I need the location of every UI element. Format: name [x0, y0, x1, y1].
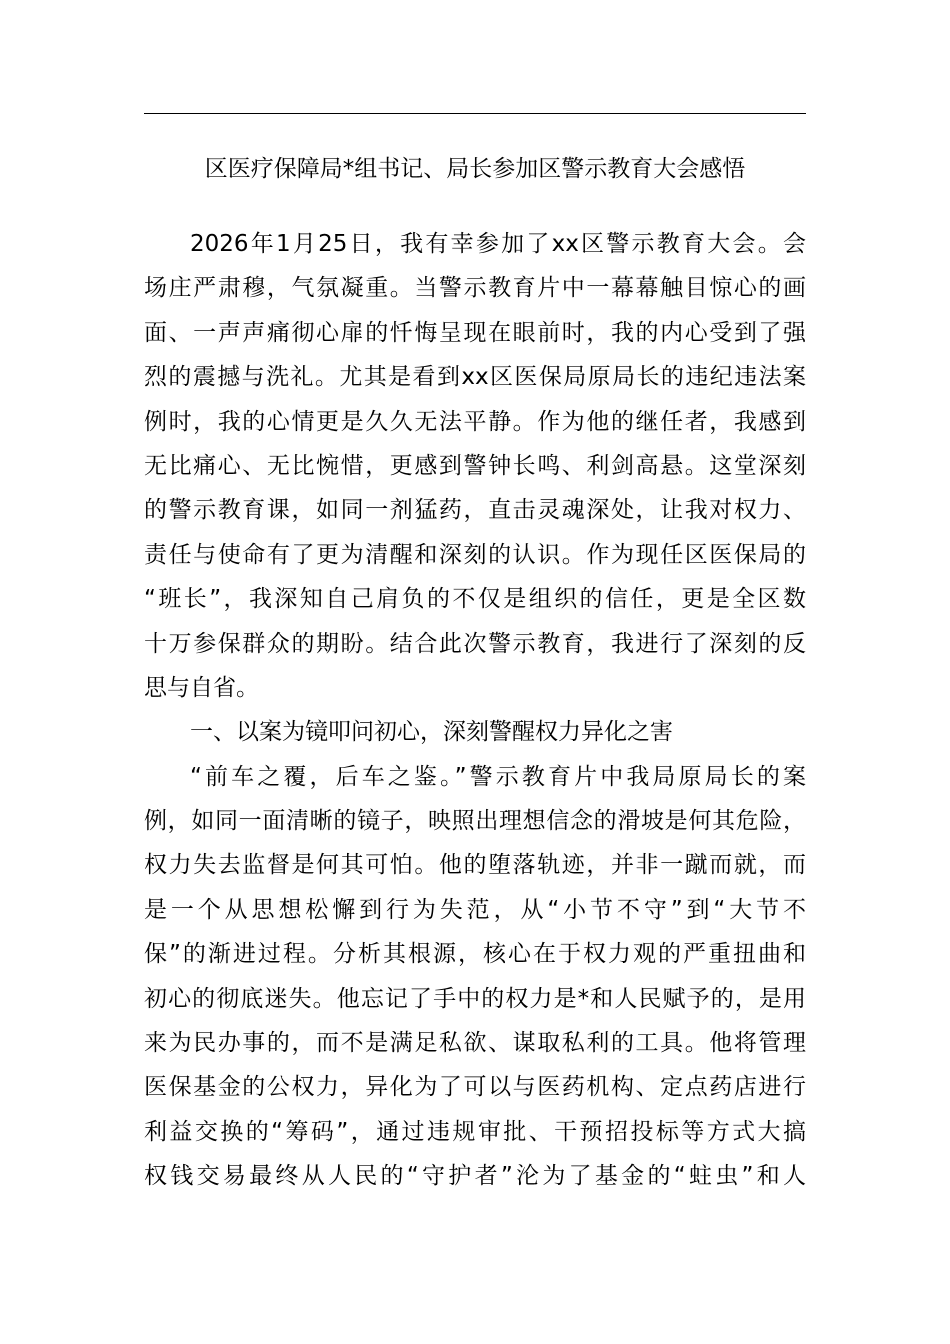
paragraph-line: 权力失去监督是何其可怕。他的堕落轨迹，并非一蹴而就，而: [144, 852, 806, 879]
section-heading: 一、以案为镜叩问初心，深刻警醒权力异化之害: [190, 719, 673, 746]
paragraph-line: 来为民办事的，而不是满足私欲、谋取私利的工具。他将管理: [144, 1030, 806, 1057]
paragraph-line: 的警示教育课，如同一剂猛药，直击灵魂深处，让我对权力、: [144, 497, 806, 524]
paragraph-line: 权钱交易最终从人民的“守护者”沦为了基金的“蛀虫”和人: [144, 1163, 806, 1190]
paragraph-line: 例时，我的心情更是久久无法平静。作为他的继任者，我感到: [144, 408, 806, 435]
paragraph-line: 例，如同一面清晰的镜子，映照出理想信念的滑坡是何其危险，: [144, 808, 806, 835]
paragraph-line: 思与自省。: [144, 674, 259, 701]
paragraph-line: 初心的彻底迷失。他忘记了手中的权力是*和人民赋予的，是用: [144, 985, 806, 1012]
paragraph-line: “前车之覆，后车之鉴。”警示教育片中我局原局长的案: [190, 763, 806, 790]
paragraph-line: 2026年1月25日，我有幸参加了xx区警示教育大会。会: [190, 231, 806, 257]
paragraph-line: 责任与使命有了更为清醒和深刻的认识。作为现任区医保局的: [144, 541, 806, 568]
paragraph-line: 利益交换的“筹码”，通过违规审批、干预招投标等方式大搞: [144, 1118, 806, 1145]
paragraph-line: “班长”，我深知自己肩负的不仅是组织的信任，更是全区数: [144, 586, 806, 613]
paragraph-line: 是一个从思想松懈到行为失范，从“小节不守”到“大节不: [144, 896, 806, 923]
paragraph-line: 无比痛心、无比惋惜，更感到警钟长鸣、利剑高悬。这堂深刻: [144, 452, 806, 479]
document-body: [144, 222, 806, 1199]
paragraph-line: 医保基金的公权力，异化为了可以与医药机构、定点药店进行: [144, 1074, 806, 1101]
paragraph-line: 面、一声声痛彻心扉的忏悔呈现在眼前时，我的内心受到了强: [144, 319, 806, 346]
paragraph-line: 保”的渐进过程。分析其根源，核心在于权力观的严重扭曲和: [144, 941, 806, 968]
header-rule: [144, 113, 806, 114]
paragraph-line: 十万参保群众的期盼。结合此次警示教育，我进行了深刻的反: [144, 630, 806, 657]
document-title: 区医疗保障局*组书记、局长参加区警示教育大会感悟: [204, 156, 746, 182]
paragraph-line: 烈的震撼与洗礼。尤其是看到xx区医保局原局长的违纪违法案: [144, 364, 806, 391]
paragraph-line: 场庄严肃穆，气氛凝重。当警示教育片中一幕幕触目惊心的画: [144, 275, 806, 302]
